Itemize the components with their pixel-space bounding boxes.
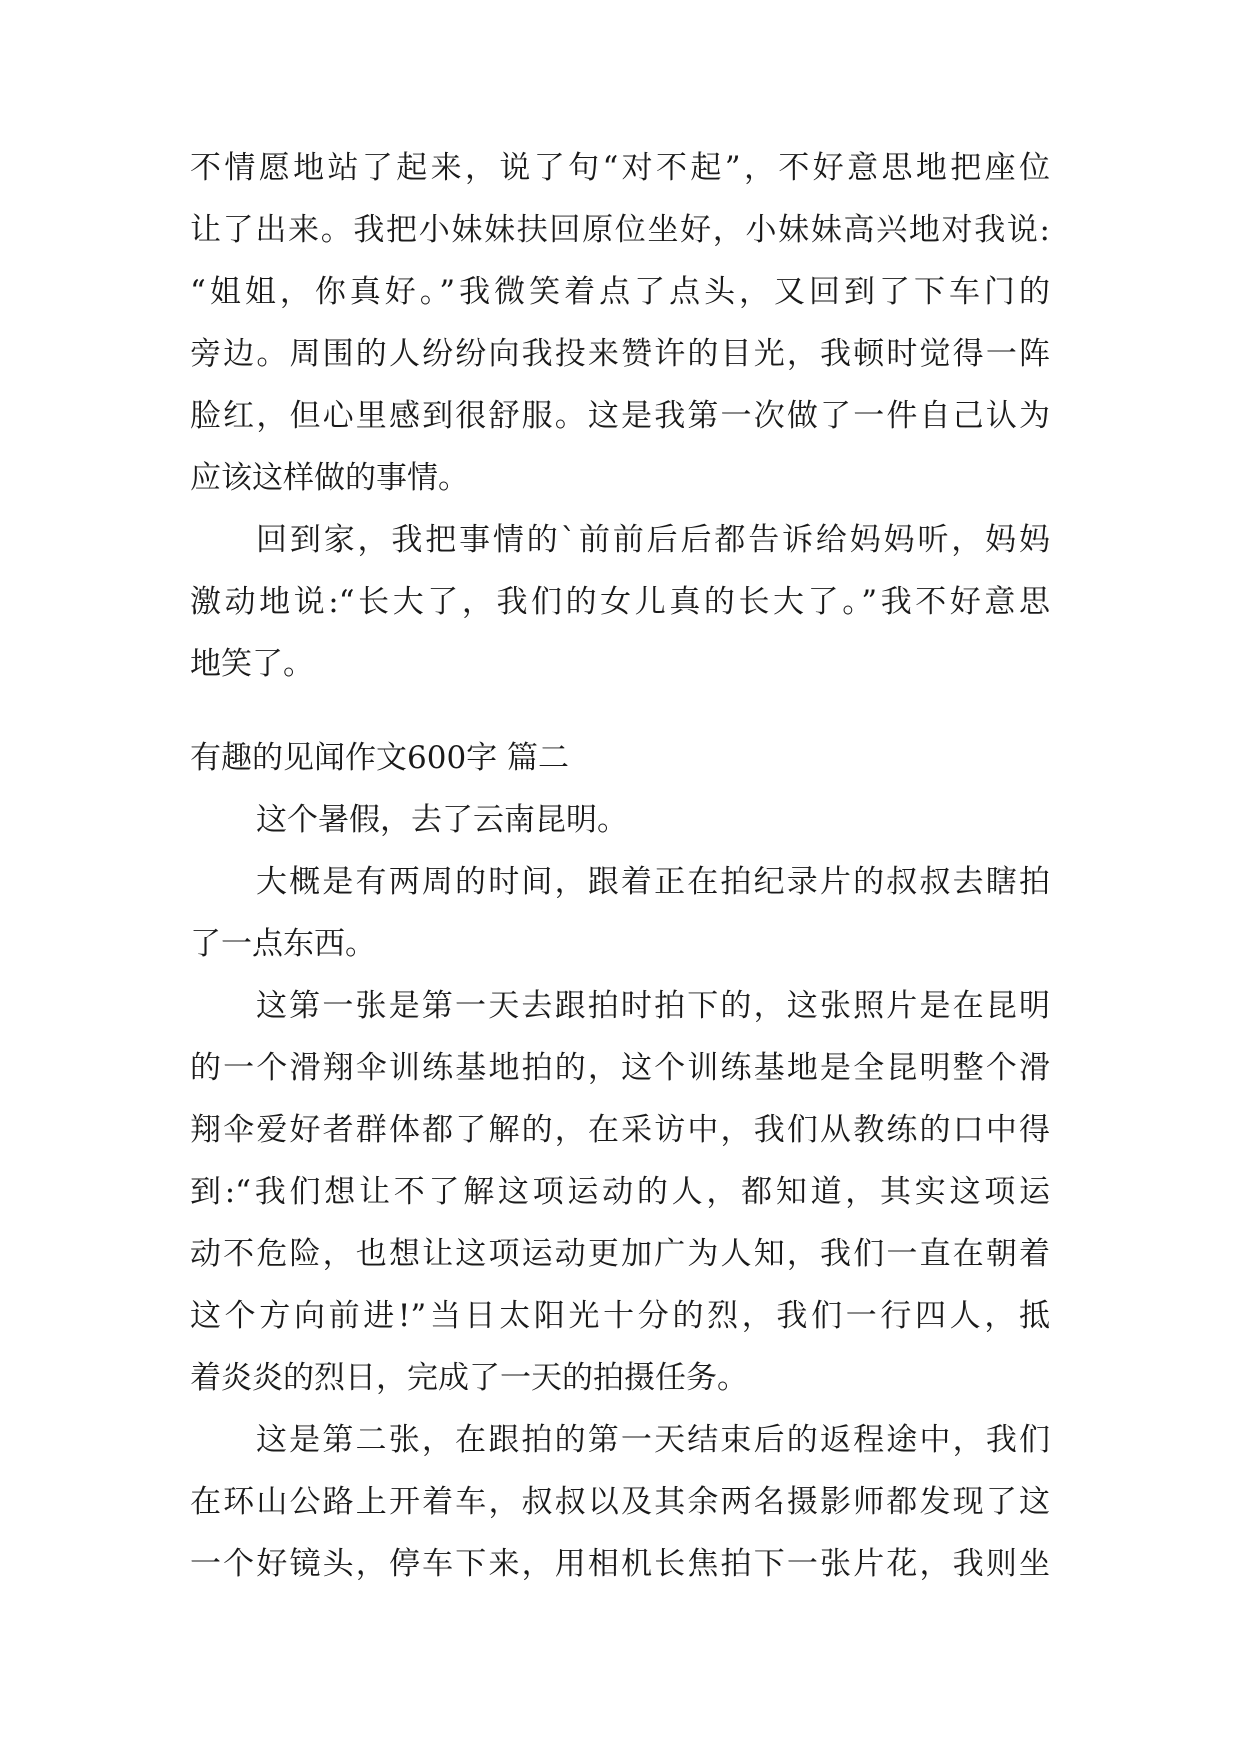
text-line: 了一点东西。 bbox=[190, 926, 376, 962]
text-line: 激动地说:“长大了，我们的女儿真的长大了。”我不好意思 bbox=[190, 584, 1050, 620]
text-line: 这是第二张，在跟拍的第一天结束后的返程途中，我们 bbox=[256, 1422, 1050, 1458]
text-line: 旁边。周围的人纷纷向我投来赞许的目光，我顿时觉得一阵 bbox=[190, 336, 1050, 372]
text-line: 这个方向前进!”当日太阳光十分的烈，我们一行四人，抵 bbox=[190, 1298, 1050, 1334]
text-line: 这第一张是第一天去跟拍时拍下的，这张照片是在昆明 bbox=[256, 988, 1050, 1024]
text-line: 一个好镜头，停车下来，用相机长焦拍下一张片花，我则坐 bbox=[190, 1546, 1050, 1582]
text-line: 动不危险，也想让这项运动更加广为人知，我们一直在朝着 bbox=[190, 1236, 1050, 1272]
text-line: 应该这样做的事情。 bbox=[190, 460, 469, 496]
text-line: 脸红，但心里感到很舒服。这是我第一次做了一件自己认为 bbox=[190, 398, 1050, 434]
text-line: 不情愿地站了起来，说了句“对不起”，不好意思地把座位 bbox=[190, 150, 1050, 186]
text-line: 到:“我们想让不了解这项运动的人，都知道，其实这项运 bbox=[190, 1174, 1050, 1210]
text-line: 回到家，我把事情的`前前后后都告诉给妈妈听，妈妈 bbox=[256, 522, 1050, 558]
text-line: 让了出来。我把小妹妹扶回原位坐好，小妹妹高兴地对我说: bbox=[190, 212, 1050, 248]
text-line: 着炎炎的烈日，完成了一天的拍摄任务。 bbox=[190, 1360, 748, 1396]
text-line: 翔伞爱好者群体都了解的，在采访中，我们从教练的口中得 bbox=[190, 1112, 1050, 1148]
text-line: 这个暑假，去了云南昆明。 bbox=[256, 802, 628, 838]
text-line: 地笑了。 bbox=[190, 646, 314, 682]
section-heading: 有趣的见闻作文600字 篇二 bbox=[190, 740, 570, 776]
text-line: 在环山公路上开着车，叔叔以及其余两名摄影师都发现了这 bbox=[190, 1484, 1050, 1520]
text-line: “姐姐，你真好。”我微笑着点了点头，又回到了下车门的 bbox=[190, 274, 1050, 310]
text-line: 的一个滑翔伞训练基地拍的，这个训练基地是全昆明整个滑 bbox=[190, 1050, 1050, 1086]
text-line: 大概是有两周的时间，跟着正在拍纪录片的叔叔去瞎拍 bbox=[256, 864, 1050, 900]
